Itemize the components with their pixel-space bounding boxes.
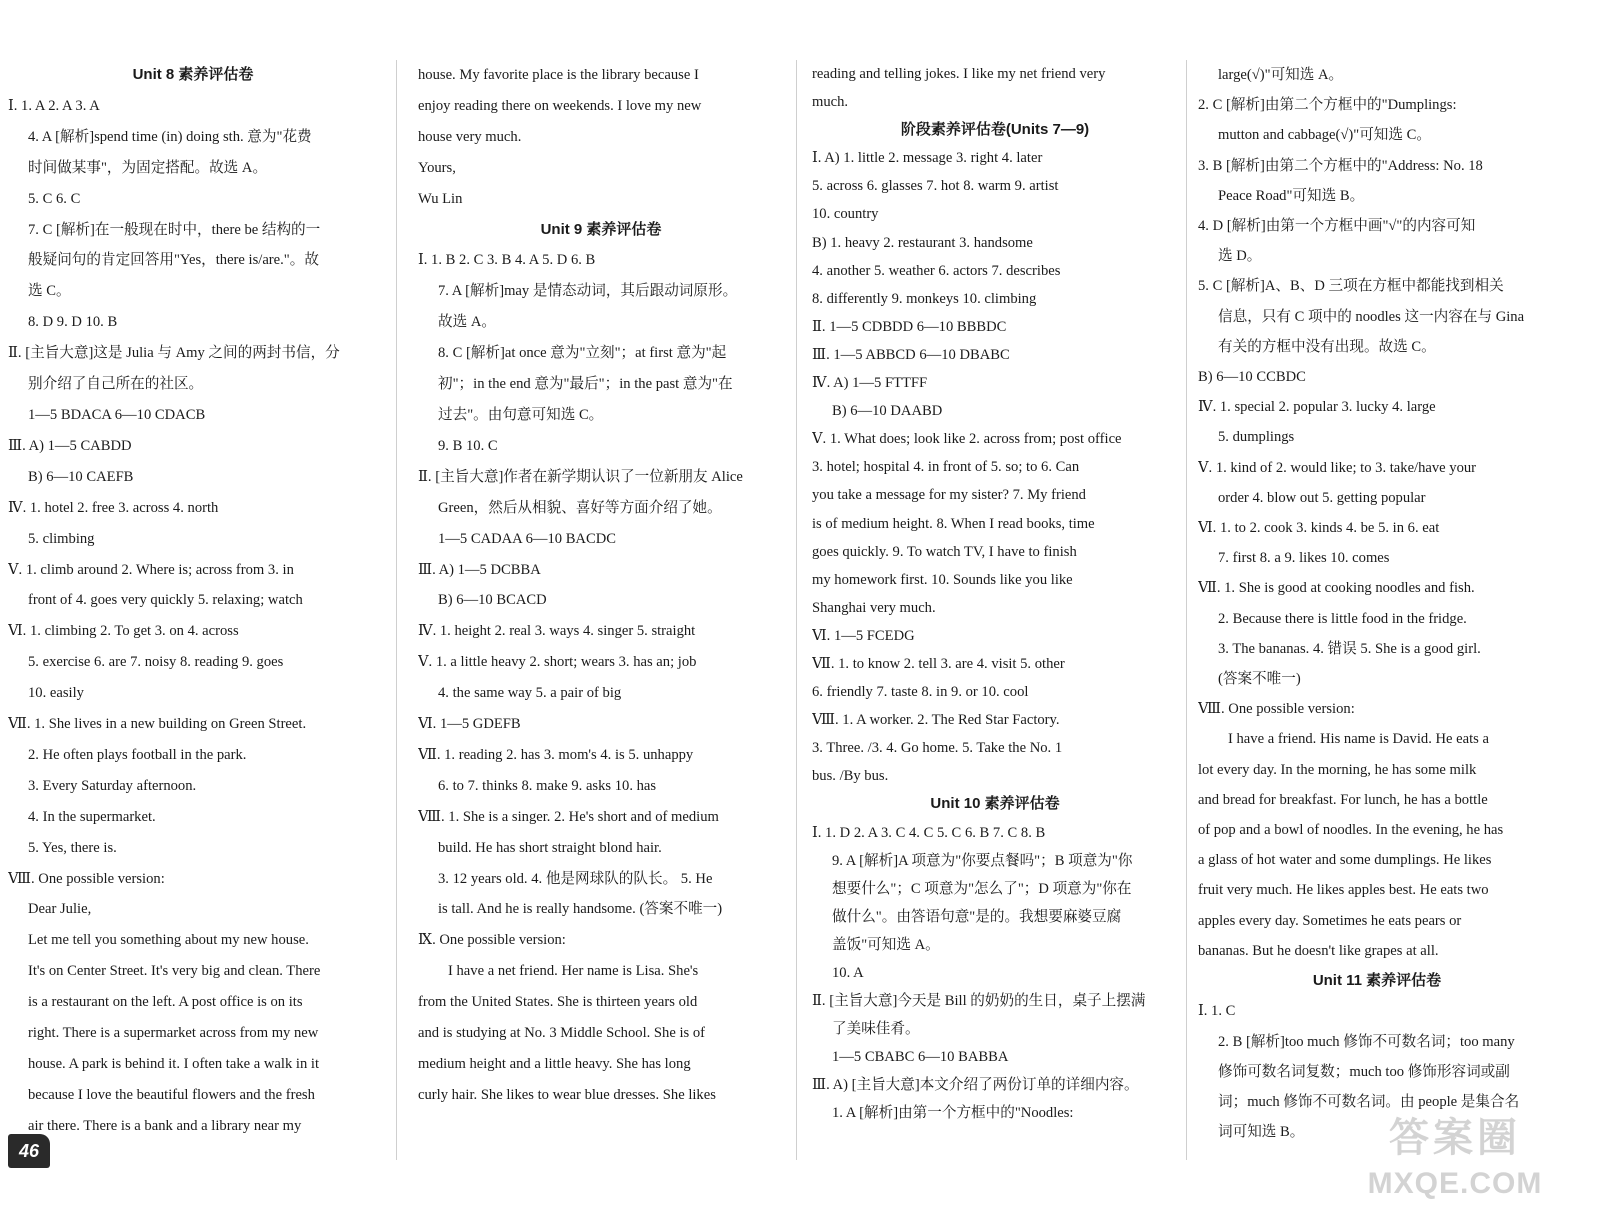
answer-line: 3. 12 years old. 4. 他是网球队的队长。 5. He xyxy=(438,870,713,887)
answer-line: 8. D 9. D 10. B xyxy=(28,314,118,331)
answer-line: enjoy reading there on weekends. I love my new xyxy=(418,97,702,114)
answer-line: Ⅰ. 1. D 2. A 3. C 4. C 5. C 6. B 7. C 8. B xyxy=(812,824,1046,841)
answer-line: Ⅵ. 1—5 GDEFB xyxy=(418,716,521,733)
answer-line: is a restaurant on the left. A post office is on its xyxy=(28,994,303,1011)
answer-line: Ⅳ. 1. hotel 2. free 3. across 4. north xyxy=(8,499,219,516)
answer-line: Ⅶ. 1. She lives in a new building on Green Street. xyxy=(8,716,307,733)
answer-line: is tall. And he is really handsome. (答案不唯一) xyxy=(438,901,723,918)
answer-line: my homework first. 10. Sounds like you like xyxy=(812,571,1073,588)
answer-line: 4. the same way 5. a pair of big xyxy=(438,685,622,702)
answer-line: 了美味佳肴。 xyxy=(832,1021,920,1038)
answer-line: Ⅰ. 1. B 2. C 3. B 4. A 5. D 6. B xyxy=(418,252,596,269)
answer-line: Ⅲ. 1—5 ABBCD 6—10 DBABC xyxy=(812,346,1010,363)
answer-line: lot every day. In the morning, he has some milk xyxy=(1198,761,1477,778)
answer-line: 1—5 CADAA 6—10 BACDC xyxy=(438,530,616,547)
answer-line: curly hair. She likes to wear blue dresses. She likes xyxy=(418,1086,716,1103)
answer-line: house very much. xyxy=(418,128,522,145)
answer-line: front of 4. goes very quickly 5. relaxing; watch xyxy=(28,592,303,609)
answer-line: air there. There is a bank and a library near my xyxy=(28,1117,302,1134)
answer-line: 2. B [解析]too much 修饰不可数名词；too many xyxy=(1218,1033,1515,1050)
answer-line: 想要什么"；C 项意为"怎么了"；D 项意为"你在 xyxy=(832,880,1132,897)
answer-line: 2. C [解析]由第二个方框中的"Dumplings: xyxy=(1198,97,1457,114)
answer-line: 5. dumplings xyxy=(1218,429,1295,446)
answer-line: 词可知选 B。 xyxy=(1218,1124,1305,1141)
answer-line: 5. C 6. C xyxy=(28,190,81,207)
answer-line: is of medium height. 8. When I read books, time xyxy=(812,515,1095,532)
answer-line: Ⅳ. 1. height 2. real 3. ways 4. singer 5. straight xyxy=(418,623,696,640)
answer-line: Ⅰ. 1. A 2. A 3. A xyxy=(8,97,100,114)
answer-line: 4. In the supermarket. xyxy=(28,808,156,825)
answer-line: Ⅱ. [主旨大意]作者在新学期认识了一位新朋友 Alice xyxy=(418,468,743,485)
answer-line: house. My favorite place is the library because I xyxy=(418,67,699,83)
answer-line: a glass of hot water and some dumplings. He likes xyxy=(1198,852,1492,869)
answer-line: 1. A [解析]由第一个方框中的"Noodles: xyxy=(832,1105,1074,1122)
answer-line: 别介绍了自己所在的社区。 xyxy=(28,376,204,393)
answer-line: bananas. But he doesn't like grapes at all. xyxy=(1198,942,1439,959)
answer-line: 2. He often plays football in the park. xyxy=(28,746,247,763)
answer-line: Green，然后从相貌、喜好等方面介绍了她。 xyxy=(438,499,722,516)
column-divider xyxy=(396,60,397,1160)
answer-line: Ⅶ. 1. to know 2. tell 3. are 4. visit 5. other xyxy=(812,655,1065,672)
answer-line: because I love the beautiful flowers and the fresh xyxy=(28,1086,315,1103)
answer-line: 3. Every Saturday afternoon. xyxy=(28,777,197,794)
answer-line: Ⅲ. A) 1—5 DCBBA xyxy=(418,561,541,578)
answer-line: of pop and a bowl of noodles. In the evening, he has xyxy=(1198,822,1504,839)
answer-line: Ⅴ. 1. a little heavy 2. short; wears 3. has an; job xyxy=(418,654,697,671)
answer-line: 3. The bananas. 4. 错误 5. She is a good girl. xyxy=(1218,640,1481,657)
answer-line: order 4. blow out 5. getting popular xyxy=(1218,489,1426,506)
answer-line: 9. B 10. C xyxy=(438,437,498,454)
answer-line: 7. C [解析]在一般现在时中，there be 结构的一 xyxy=(28,221,321,238)
answer-line: goes quickly. 9. To watch TV, I have to finish xyxy=(812,543,1077,560)
answer-line: 做什么"。由答语句意"是的。我想要麻婆豆腐 xyxy=(832,908,1122,925)
answer-line: 1—5 CBABC 6—10 BABBA xyxy=(832,1049,1009,1066)
answer-line: Ⅳ. 1. special 2. popular 3. lucky 4. large xyxy=(1198,399,1436,416)
answer-line: 7. A [解析]may 是情态动词，其后跟动词原形。 xyxy=(438,283,738,300)
answer-line: I have a friend. His name is David. He eats a xyxy=(1228,731,1489,748)
answer-line: Ⅶ. 1. reading 2. has 3. mom's 4. is 5. unhappy xyxy=(418,746,694,763)
answer-line: Ⅲ. A) 1—5 CABDD xyxy=(8,437,132,454)
column-divider xyxy=(1186,60,1187,1160)
answer-line: 有关的方框中没有出现。故选 C。 xyxy=(1218,338,1436,355)
answer-line: bus. /By bus. xyxy=(812,768,889,785)
answer-line: build. He has short straight blond hair. xyxy=(438,839,662,856)
answer-line: 3. hotel; hospital 4. in front of 5. so; to 6. Can xyxy=(812,459,1080,476)
answer-line: 5. across 6. glasses 7. hot 8. warm 9. artist xyxy=(812,178,1059,195)
answer-line: and bread for breakfast. For lunch, he has a bottle xyxy=(1198,791,1488,808)
answer-line: reading and telling jokes. I like my net friend very xyxy=(812,66,1106,82)
answer-line: Ⅷ. 1. She is a singer. 2. He's short and of medium xyxy=(418,808,719,825)
answer-line: 5. exercise 6. are 7. noisy 8. reading 9. goes xyxy=(28,654,284,671)
answer-line: much. xyxy=(812,94,849,111)
answer-line: 10. easily xyxy=(28,685,84,702)
page-number: 46 xyxy=(8,1134,50,1168)
answer-line: 3. B [解析]由第二个方框中的"Address: No. 18 xyxy=(1198,157,1483,174)
answer-line: (答案不唯一) xyxy=(1218,671,1301,688)
section-heading: Unit 10 素养评估卷 xyxy=(930,795,1060,813)
answer-line: I have a net friend. Her name is Lisa. She's xyxy=(448,963,699,980)
answer-line: Ⅵ. 1—5 FCEDG xyxy=(812,627,915,644)
answer-line: Yours, xyxy=(418,159,456,176)
answer-line: B) 6—10 BCACD xyxy=(438,592,547,609)
answer-line: 6. friendly 7. taste 8. in 9. or 10. cool xyxy=(812,684,1029,701)
answer-line: 2. Because there is little food in the fridge. xyxy=(1218,610,1467,627)
answer-line: Ⅸ. One possible version: xyxy=(418,932,566,949)
answer-line: 5. Yes, there is. xyxy=(28,839,117,856)
answer-line: It's on Center Street. It's very big and clean. There xyxy=(28,963,321,980)
answer-line: 3. Three. /3. 4. Go home. 5. Take the No. 1 xyxy=(812,740,1063,757)
answer-line: Ⅴ. 1. What does; look like 2. across from; post office xyxy=(812,431,1122,448)
answer-line: Ⅱ. [主旨大意]今天是 Bill 的奶奶的生日，桌子上摆满 xyxy=(812,993,1146,1010)
answer-line: 10. A xyxy=(832,965,864,981)
answer-line: Ⅰ. A) 1. little 2. message 3. right 4. later xyxy=(812,150,1043,167)
answer-line: you take a message for my sister? 7. My friend xyxy=(812,487,1086,504)
answer-line: 般疑问句的肯定回答用"Yes，there is/are."。故 xyxy=(28,252,319,269)
answer-line: Dear Julie, xyxy=(28,901,92,918)
answer-line: right. There is a supermarket across from my new xyxy=(28,1025,319,1042)
column-4 xyxy=(1198,60,1556,1147)
answer-line: from the United States. She is thirteen years old xyxy=(418,994,698,1011)
answer-line: 盖饭"可知选 A。 xyxy=(832,936,940,953)
answer-line: Ⅵ. 1. to 2. cook 3. kinds 4. be 5. in 6. eat xyxy=(1198,520,1440,537)
answer-line: Ⅱ. [主旨大意]这是 Julia 与 Amy 之间的两封书信，分 xyxy=(8,345,340,362)
answer-line: 选 D。 xyxy=(1218,248,1262,265)
answer-line: 6. to 7. thinks 8. make 9. asks 10. has xyxy=(438,777,657,794)
answer-line: 时间做某事"，为固定搭配。故选 A。 xyxy=(28,159,268,176)
answer-line: 4. D [解析]由第一个方框中画"√"的内容可知 xyxy=(1198,218,1476,235)
answer-line: 词；much 修饰不可数名词。由 people 是集合名 xyxy=(1218,1093,1520,1110)
section-heading: Unit 8 素养评估卷 xyxy=(132,66,254,83)
answer-line: Let me tell you something about my new house. xyxy=(28,932,309,949)
answer-line: Ⅷ. One possible version: xyxy=(8,870,165,887)
answer-line: 8. C [解析]at once 意为"立刻"；at first 意为"起 xyxy=(438,345,727,362)
answer-line: Ⅵ. 1. climbing 2. To get 3. on 4. across xyxy=(8,623,239,640)
answer-line: 8. differently 9. monkeys 10. climbing xyxy=(812,290,1037,307)
answer-line: Peace Road"可知选 B。 xyxy=(1218,187,1365,204)
answer-line: Ⅷ. One possible version: xyxy=(1198,701,1355,718)
answer-line: and is studying at No. 3 Middle School. She is of xyxy=(418,1025,706,1042)
answer-line: Ⅶ. 1. She is good at cooking noodles and fish. xyxy=(1198,580,1475,597)
answer-line: 选 C。 xyxy=(28,283,71,300)
answer-line: medium height and a little heavy. She has long xyxy=(418,1056,691,1072)
answer-line: B) 1. heavy 2. restaurant 3. handsome xyxy=(812,234,1033,251)
answer-line: 4. another 5. weather 6. actors 7. describes xyxy=(812,262,1061,279)
answer-line: 故选 A。 xyxy=(438,314,496,331)
answer-line: 9. A [解析]A 项意为"你要点餐吗"；B 项意为"你 xyxy=(832,852,1133,869)
answer-line: 修饰可数名词复数；much too 修饰形容词或副 xyxy=(1218,1063,1510,1080)
answer-line: Ⅷ. 1. A worker. 2. The Red Star Factory. xyxy=(812,712,1060,729)
section-heading: Unit 9 素养评估卷 xyxy=(540,220,662,238)
column-3 xyxy=(812,60,1178,1128)
watermark-url: MXQE.COM xyxy=(1367,1167,1543,1200)
answer-line: Ⅴ. 1. kind of 2. would like; to 3. take/have your xyxy=(1198,459,1477,476)
answer-line: 10. country xyxy=(812,206,879,223)
answer-line: B) 6—10 CCBDC xyxy=(1198,369,1306,386)
answer-line: B) 6—10 CAEFB xyxy=(28,468,134,485)
answer-line: apples every day. Sometimes he eats pears or xyxy=(1198,912,1462,929)
answer-line: Ⅱ. 1—5 CDBDD 6—10 BBBDC xyxy=(812,318,1007,335)
answer-line: 过去"。由句意可知选 C。 xyxy=(438,406,604,423)
answer-line: Ⅳ. A) 1—5 FTTFF xyxy=(812,375,928,392)
column-1 xyxy=(8,60,378,1142)
column-2 xyxy=(418,60,784,1111)
answer-line: 1—5 BDACA 6—10 CDACB xyxy=(28,406,206,423)
watermark-logo: 答案圈 xyxy=(1389,1116,1521,1160)
answer-line: Wu Lin xyxy=(418,190,463,207)
answer-line: fruit very much. He likes apples best. He eats two xyxy=(1198,882,1489,899)
answer-line: house. A park is behind it. I often take a walk in it xyxy=(28,1056,320,1072)
answer-line: 初"；in the end 意为"最后"；in the past 意为"在 xyxy=(438,376,733,393)
answer-line: Ⅴ. 1. climb around 2. Where is; across from 3. in xyxy=(8,561,294,578)
answer-line: 4. A [解析]spend time (in) doing sth. 意为"花费 xyxy=(28,128,312,145)
column-divider xyxy=(796,60,797,1160)
answer-line: Shanghai very much. xyxy=(812,599,936,616)
answer-line: 信息，只有 C 项中的 noodles 这一内容在与 Gina xyxy=(1218,308,1525,325)
answer-line: Ⅰ. 1. C xyxy=(1198,1003,1236,1020)
section-heading: 阶段素养评估卷(Units 7—9) xyxy=(900,121,1090,139)
answer-line: large(√)"可知选 A。 xyxy=(1218,67,1344,83)
answer-line: Ⅲ. A) [主旨大意]本文介绍了两份订单的详细内容。 xyxy=(812,1077,1139,1094)
answer-line: B) 6—10 DAABD xyxy=(832,403,943,420)
answer-line: 7. first 8. a 9. likes 10. comes xyxy=(1218,550,1390,567)
answer-line: 5. C [解析]A、B、D 三项在方框中都能找到相关 xyxy=(1198,278,1504,295)
section-heading: Unit 11 素养评估卷 xyxy=(1312,972,1442,990)
answer-line: 5. climbing xyxy=(28,530,95,547)
answer-line: mutton and cabbage(√)"可知选 C。 xyxy=(1218,127,1431,144)
